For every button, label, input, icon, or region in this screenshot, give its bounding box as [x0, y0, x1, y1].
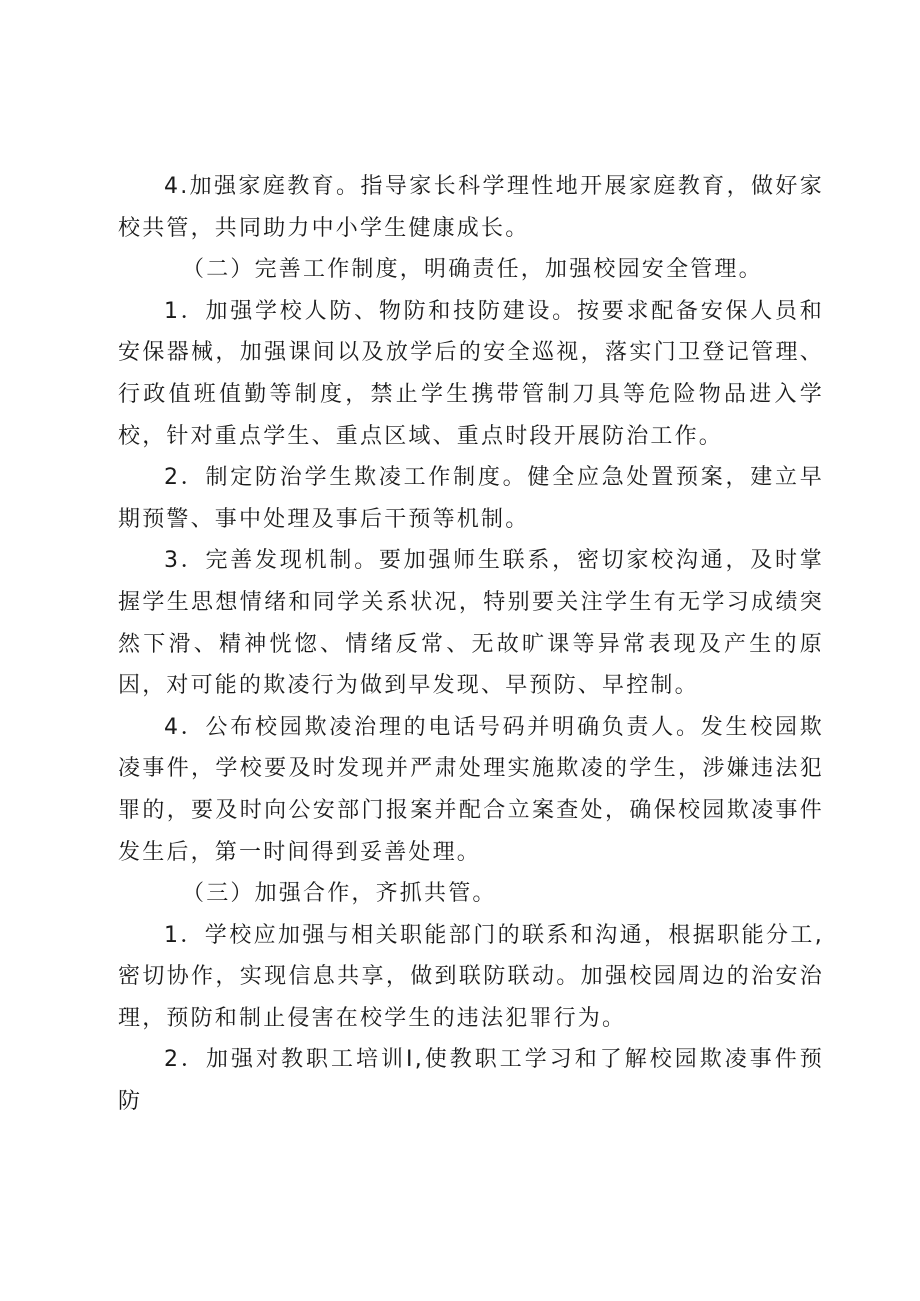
section-heading-3: （三）加强合作，齐抓共管。: [182, 881, 497, 907]
paragraph-discovery-mechanism: 3．完善发现机制。要加强师生联系，密切家校沟通，及时掌握学生思想情绪和同学关系状况，特别要关注学生有无学习成绩突然下滑、精神恍惚、情绪反常、无故旷课等异常表现及产生的原因，对可能的欺凌行为做到早发现、早预防、早控制。: [118, 548, 824, 699]
paragraph-anti-bullying-system: 2．制定防治学生欺凌工作制度。健全应急处置预案，建立早期预警、事中处理及事后干预等机制。: [118, 465, 824, 532]
paragraph-staff-training: 2．加强对教职工培训I,使教职工学习和了解校园欺凌事件预防: [118, 1047, 824, 1115]
paragraph-security-construction: 1．加强学校人防、物防和技防建设。按要求配备安保人员和安保器械，加强课间以及放学后的安全巡视，落实门卫登记管理、行政值班值勤等制度，禁止学生携带管制刀具等危险物品进入学校，针对重点学生、重点区域、重点时段开展防治工作。: [118, 298, 824, 449]
paragraph-hotline-responsible: 4．公布校园欺凌治理的电话号码并明确负责人。发生校园欺凌事件，学校要及时发现并严肃处理实施欺凌的学生，涉嫌违法犯罪的，要及时向公安部门报案并配合立案查处，确保校园欺凌事件发生后，第一时间得到妥善处理。: [118, 714, 824, 865]
document-body: [118, 166, 824, 1123]
section-heading-2: （二）完善工作制度，明确责任，加强校园安全管理。: [182, 257, 763, 283]
paragraph-family-education: 4.加强家庭教育。指导家长科学理性地开展家庭教育，做好家校共管，共同助力中小学生健康成长。: [118, 174, 824, 241]
paragraph-department-cooperation: 1．学校应加强与相关职能部门的联系和沟通，根据职能分工,密切协作，实现信息共享，做到联防联动。加强校园周边的治安治理，预防和制止侵害在校学生的违法犯罪行为。: [118, 922, 824, 1031]
